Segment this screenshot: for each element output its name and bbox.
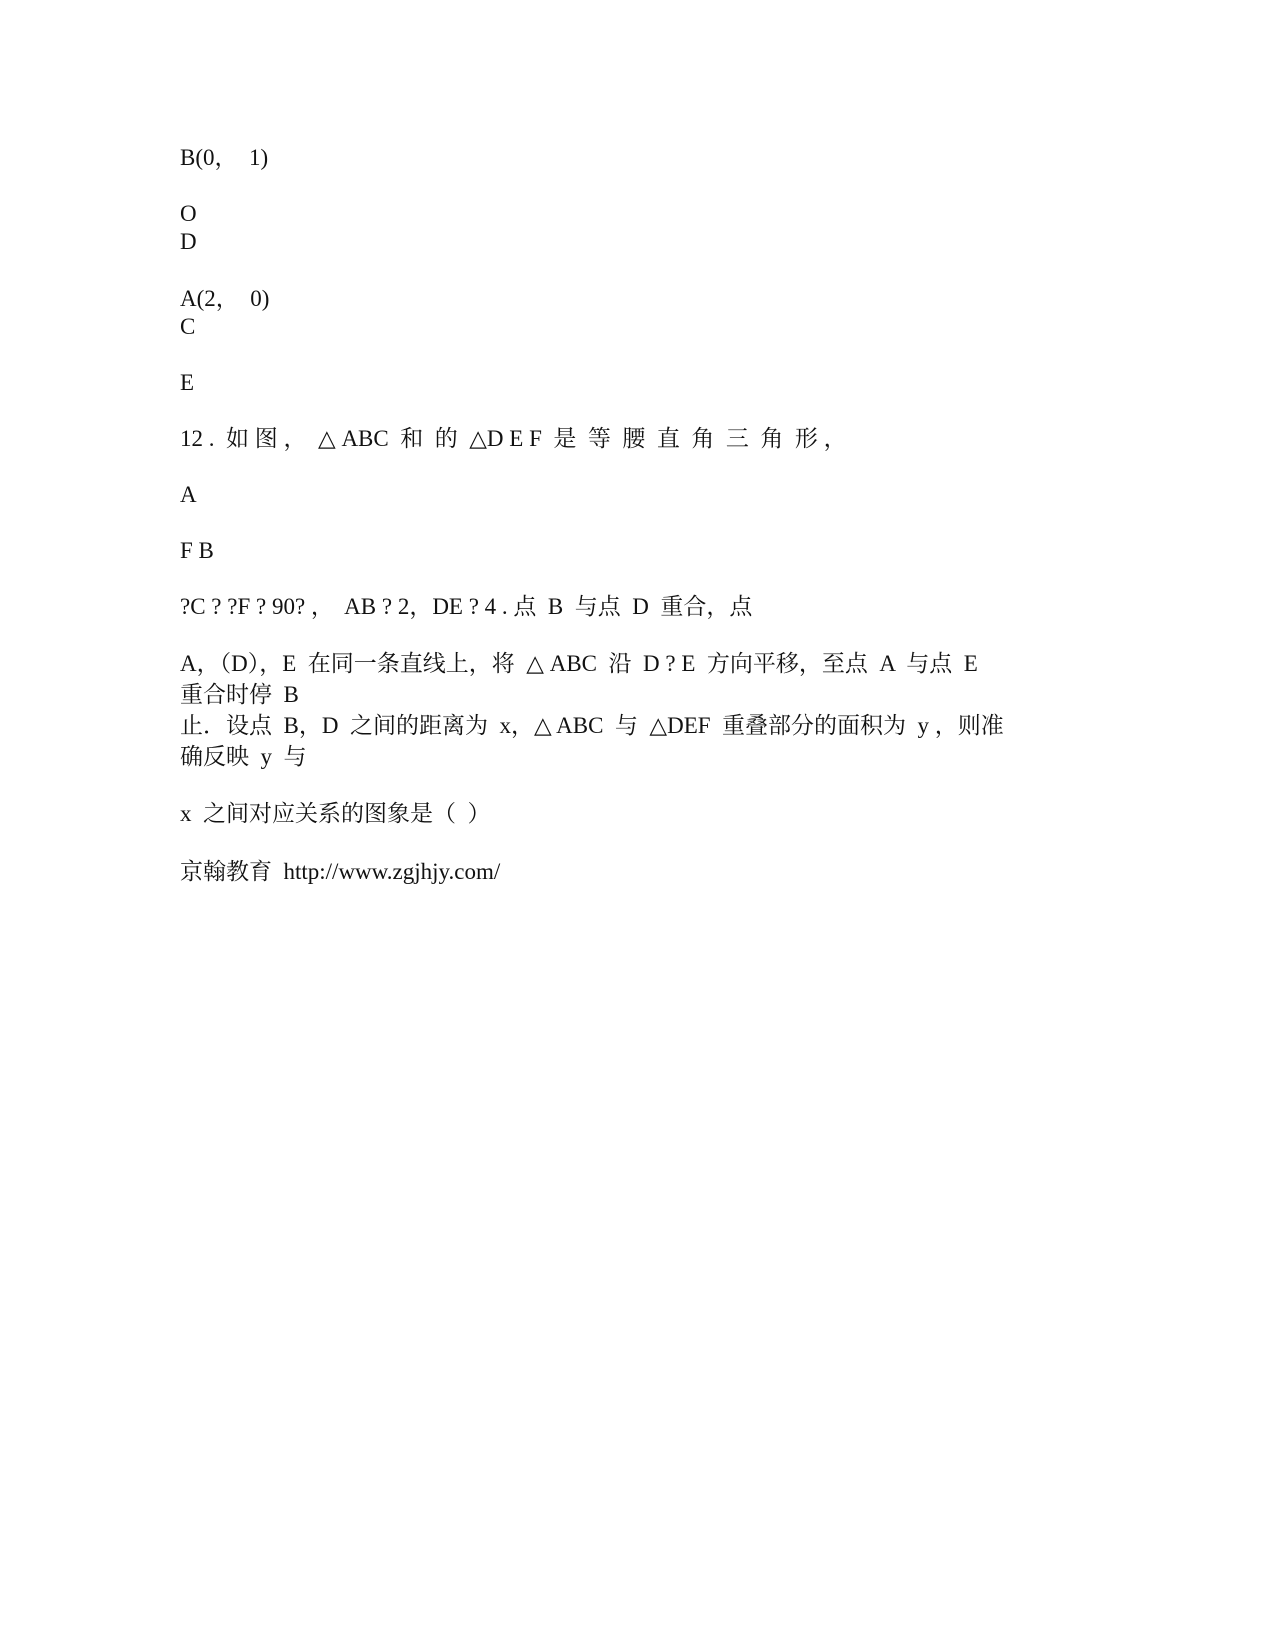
label-d: D — [180, 229, 197, 254]
statement-line-2a: 止．设点 B，D 之间的距离为 x，△ ABC 与 △DEF 重叠部分的面积为 y ，则准 — [180, 713, 1004, 738]
condition-line: ?C ? ?F ? 90? ， AB ? 2，DE ? 4 . 点 B 与点 D 重合，点 — [180, 594, 753, 619]
label-o: O — [180, 201, 197, 226]
statement-line-1a: A，（D），E 在同一条直线上，将 △ ABC 沿 D ? E 方向平移，至点 A 与点 E — [180, 651, 978, 676]
question-header: 12 . 如 图 ， △ ABC 和 的 △D E F 是 等 腰 直 角 三 角 形 ， — [180, 426, 847, 451]
statement-line-2b: 确反映 y 与 — [180, 744, 307, 769]
statement-line-1b: 重合时停 B — [180, 682, 299, 707]
footer-text: 京翰教育 http://www.zgjhjy.com/ — [180, 859, 501, 884]
label-c: C — [180, 314, 196, 339]
label-a-coordinate: A(2， 0) — [180, 286, 270, 311]
label-e: E — [180, 370, 195, 395]
figure-label-a: A — [180, 482, 197, 507]
label-b-coordinate: B(0， 1) — [180, 145, 269, 170]
figure-label-fb: F B — [180, 538, 214, 563]
question-end: x 之间对应关系的图象是（ ） — [180, 801, 491, 826]
